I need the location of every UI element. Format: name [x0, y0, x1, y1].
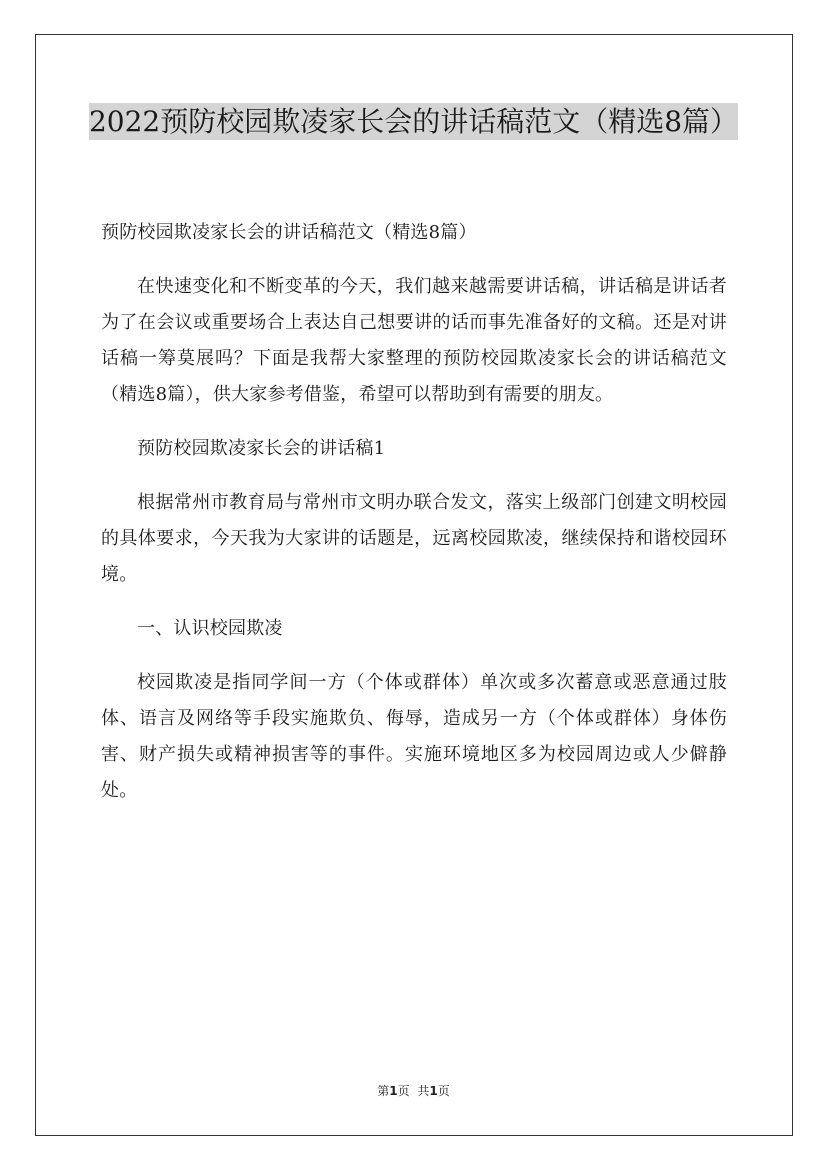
page-prefix: 第	[377, 1084, 390, 1098]
body-paragraph: 校园欺凌是指同学间一方（个体或群体）单次或多次蓄意或恶意通过肢体、语言及网络等手段实施欺负、侮辱，造成另一方（个体或群体）身体伤害、财产损失或精神损害等的事件。实施环境地区多为校园周边或人少僻静处。	[101, 672, 727, 801]
total-suffix: 页	[437, 1084, 450, 1098]
page-suffix: 页	[397, 1084, 410, 1098]
document-body	[101, 215, 727, 809]
document-subtitle: 预防校园欺凌家长会的讲话稿范文（精选8篇）	[101, 222, 477, 243]
total-prefix: 共	[417, 1084, 430, 1098]
document-title	[60, 100, 767, 144]
intro-paragraph: 在快速变化和不断变革的今天，我们越来越需要讲话稿，讲话稿是讲话者为了在会议或重要场合上表达自己想要讲的话而事先准备好的文稿。还是对讲话稿一筹莫展吗？下面是我帮大家整理的预防校园欺凌家长会的讲话稿范文（精选8篇），供大家参考借鉴，希望可以帮助到有需要的朋友。	[101, 276, 727, 405]
page-total: 1	[429, 1084, 438, 1098]
page-current: 1	[389, 1084, 398, 1098]
section-heading: 预防校园欺凌家长会的讲话稿1	[137, 438, 386, 459]
page-footer	[0, 1082, 827, 1099]
subsection-heading: 一、认识校园欺凌	[137, 618, 283, 639]
document-title-text: 2022预防校园欺凌家长会的讲话稿范文（精选8篇）	[88, 105, 739, 138]
body-paragraph: 根据常州市教育局与常州市文明办联合发文，落实上级部门创建文明校园的具体要求，今天我为大家讲的话题是，远离校园欺凌，继续保持和谐校园环境。	[101, 492, 727, 585]
